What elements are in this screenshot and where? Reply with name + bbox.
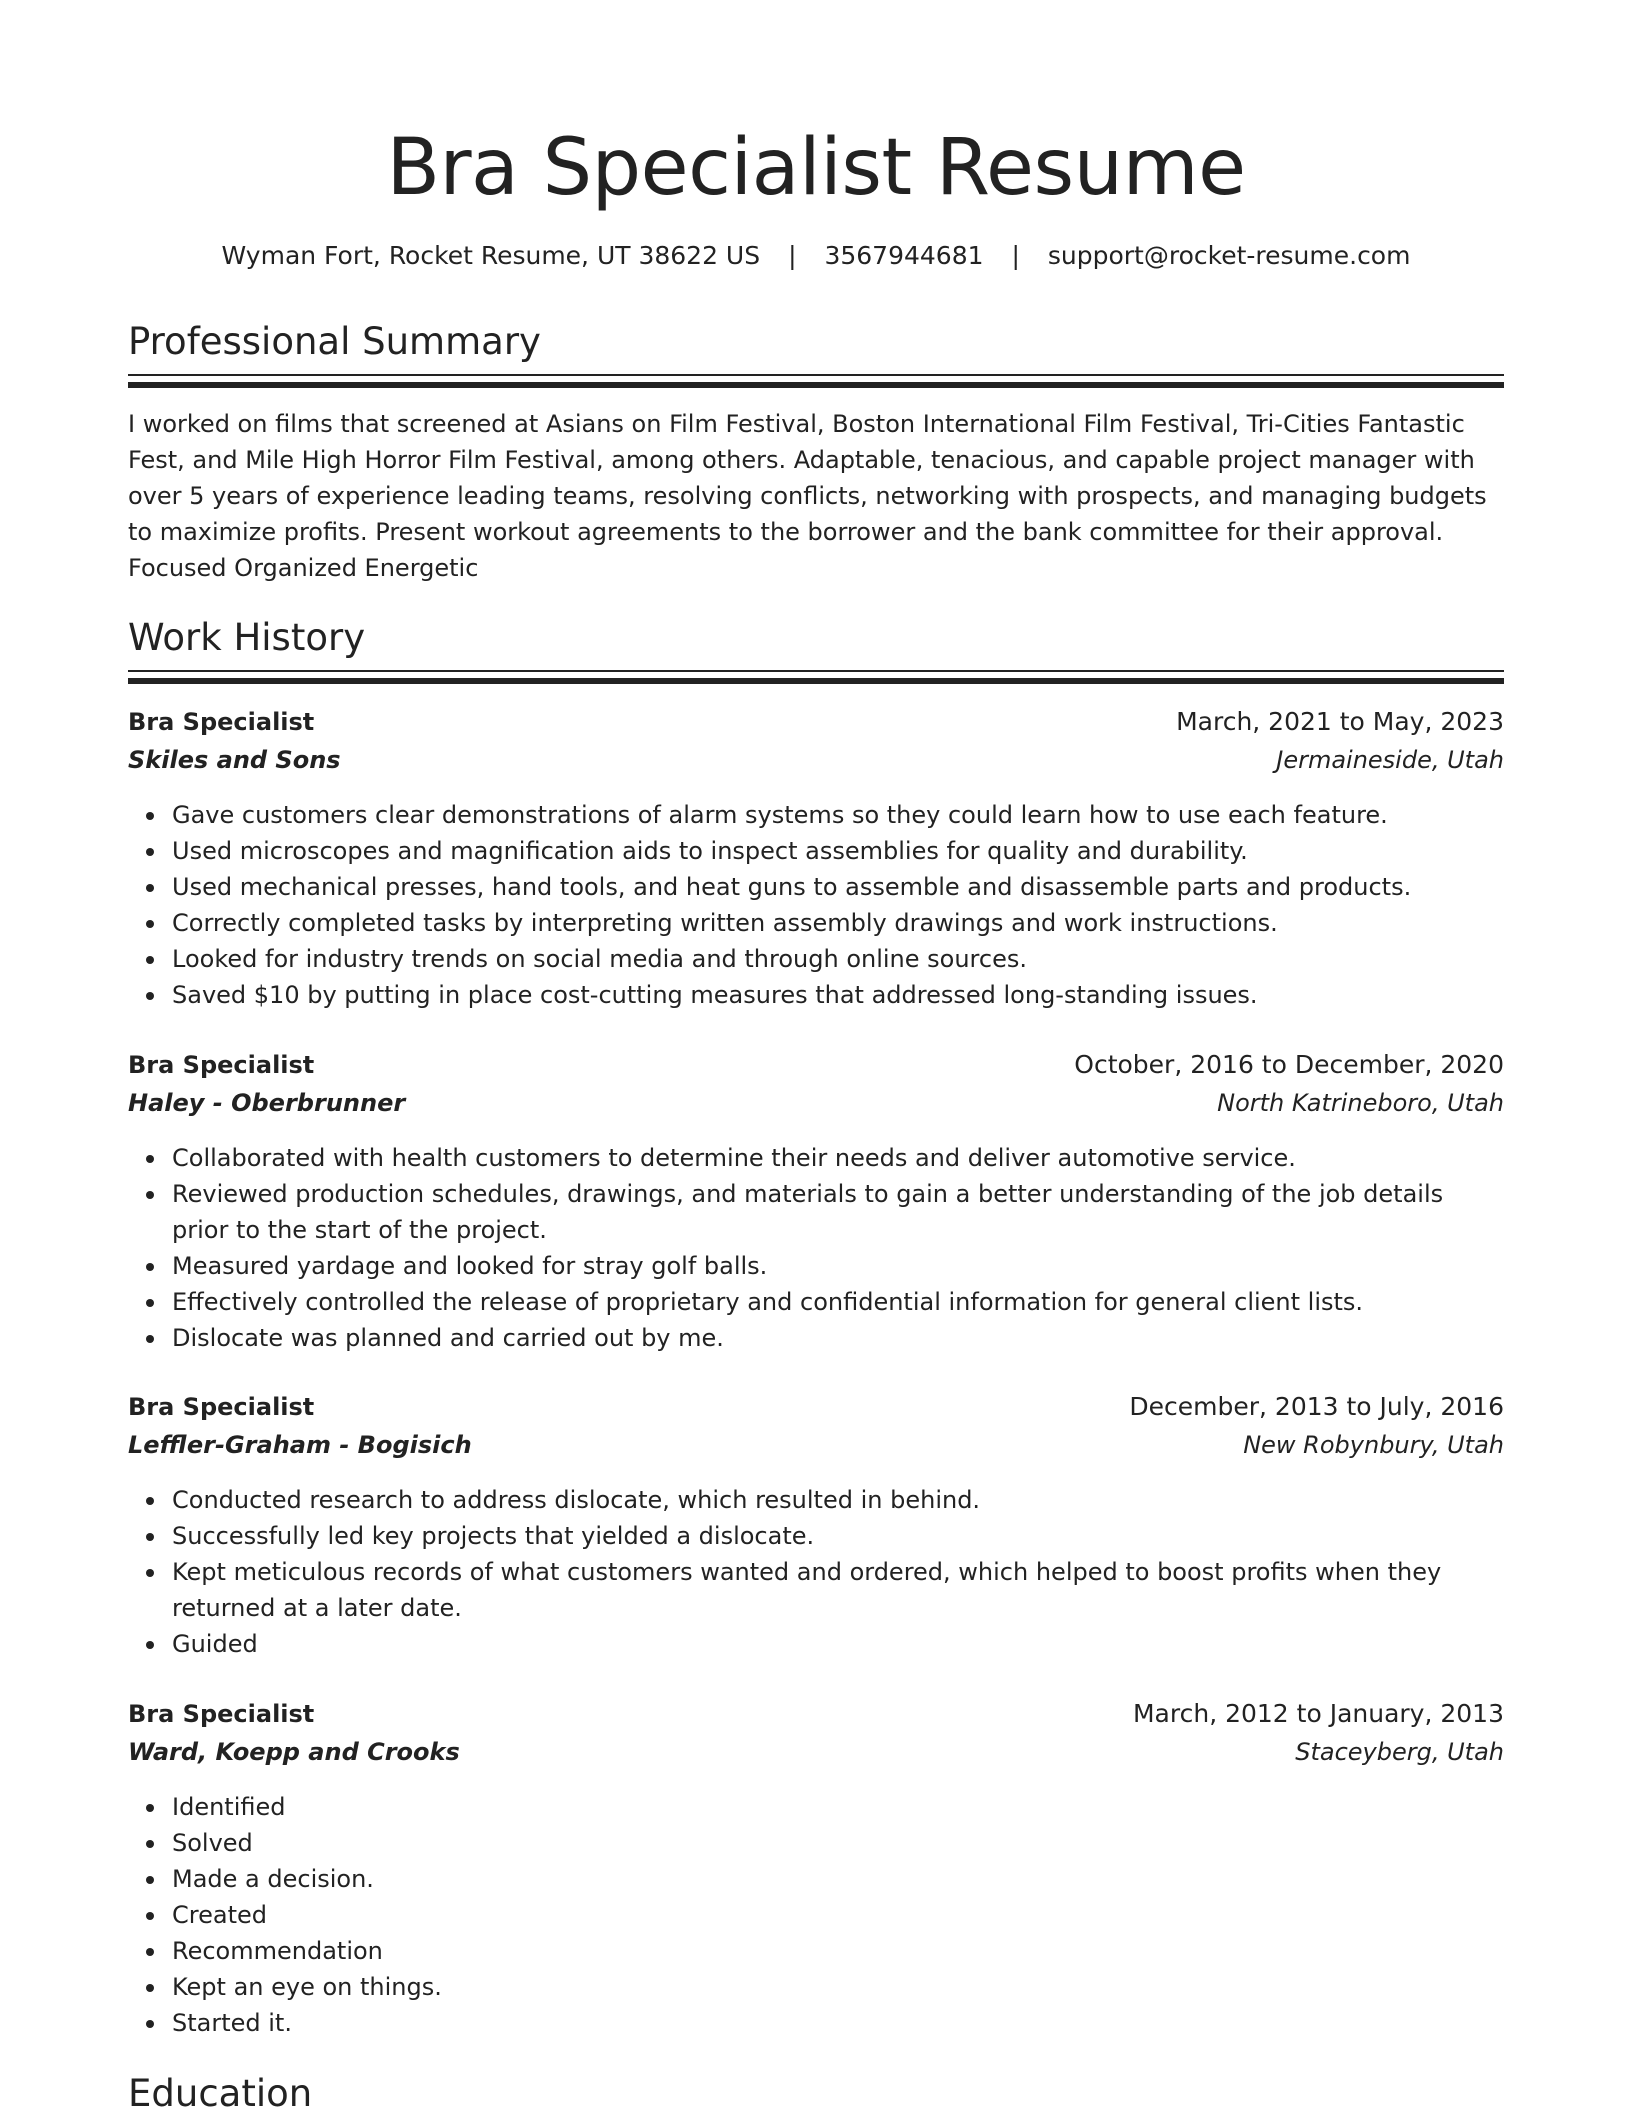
job-entry bbox=[128, 1388, 1504, 1464]
job-dates: March, 2012 to January, 2013 bbox=[1132, 1699, 1504, 1728]
job-title: Bra Specialist bbox=[128, 1393, 315, 1421]
job-company: Ward, Koepp and Crooks bbox=[128, 1738, 460, 1766]
resume-title: Bra Specialist Resume bbox=[386, 123, 1246, 213]
list-item: Kept meticulous records of what customers wanted and ordered, which helped to boost profits when they returned at a later date. bbox=[172, 1554, 1504, 1626]
job-entry bbox=[128, 703, 1504, 779]
contact-line bbox=[128, 236, 1504, 276]
list-item: Reviewed production schedules, drawings, and materials to gain a better understanding of the job details prior to the start of the project. bbox=[172, 1176, 1504, 1248]
job-title: Bra Specialist bbox=[128, 708, 315, 736]
list-item: Guided bbox=[172, 1626, 1504, 1662]
section-divider bbox=[128, 670, 1504, 682]
section-divider bbox=[128, 374, 1504, 386]
list-item: Correctly completed tasks by interpreting written assembly drawings and work instructions. bbox=[172, 905, 1504, 941]
list-item: Effectively controlled the release of proprietary and confidential information for general client lists. bbox=[172, 1284, 1504, 1320]
list-item: Dislocate was planned and carried out by me. bbox=[172, 1320, 1504, 1356]
job-location: Staceyberg, Utah bbox=[1295, 1738, 1504, 1766]
job-title: Bra Specialist bbox=[128, 1700, 315, 1728]
job-company: Leffler-Graham - Bogisich bbox=[128, 1431, 472, 1459]
summary-text: I worked on films that screened at Asians on Film Festival, Boston International Film Festival, Tri-Cities Fantastic Fest, and Mile High Horror Film Festival, among others. Adaptable, tenacious, and capable project manager with over 5 years of experience leading teams, resolving conflicts, networking with prospects, and managing budgets to maximize profits. Present workout agreements to the borrower and the bank committee for their approval. Focused Organized Energetic bbox=[128, 410, 1487, 582]
list-item: Used mechanical presses, hand tools, and heat guns to assemble and disassemble parts and products. bbox=[172, 869, 1504, 905]
list-item: Solved bbox=[172, 1825, 1504, 1861]
job-location: North Katrineboro, Utah bbox=[1217, 1089, 1504, 1117]
list-item: Kept an eye on things. bbox=[172, 1969, 1504, 2005]
work-history-heading: Work History bbox=[128, 616, 366, 659]
list-item: Conducted research to address dislocate, which resulted in behind. bbox=[172, 1482, 1504, 1518]
job-bullets bbox=[128, 1482, 1504, 1662]
job-bullets bbox=[128, 1140, 1504, 1356]
job-dates: October, 2016 to December, 2020 bbox=[1074, 1050, 1504, 1079]
job-title: Bra Specialist bbox=[128, 1051, 315, 1079]
contact-email: support@rocket-resume.com bbox=[1047, 241, 1411, 270]
list-item: Saved $10 by putting in place cost-cutting measures that addressed long-standing issues. bbox=[172, 977, 1504, 1013]
list-item: Started it. bbox=[172, 2005, 1504, 2041]
list-item: Collaborated with health customers to determine their needs and deliver automotive service. bbox=[172, 1140, 1504, 1176]
contact-separator: | bbox=[788, 241, 797, 270]
list-item: Looked for industry trends on social media and through online sources. bbox=[172, 941, 1504, 977]
education-heading: Education bbox=[128, 2072, 313, 2115]
list-item: Used microscopes and magnification aids to inspect assemblies for quality and durability. bbox=[172, 833, 1504, 869]
job-dates: March, 2021 to May, 2023 bbox=[1176, 707, 1504, 736]
job-company: Skiles and Sons bbox=[128, 746, 341, 774]
job-location: New Robynbury, Utah bbox=[1243, 1431, 1504, 1459]
list-item: Measured yardage and looked for stray golf balls. bbox=[172, 1248, 1504, 1284]
contact-phone: 3567944681 bbox=[824, 241, 984, 270]
list-item: Made a decision. bbox=[172, 1861, 1504, 1897]
list-item: Gave customers clear demonstrations of alarm systems so they could learn how to use each feature. bbox=[172, 797, 1504, 833]
job-bullets bbox=[128, 1789, 1504, 2041]
job-dates: December, 2013 to July, 2016 bbox=[1129, 1392, 1504, 1421]
job-entry bbox=[128, 1695, 1504, 1771]
job-entry bbox=[128, 1046, 1504, 1122]
list-item: Identified bbox=[172, 1789, 1504, 1825]
summary-heading: Professional Summary bbox=[128, 320, 541, 363]
job-location: Jermaineside, Utah bbox=[1276, 746, 1504, 774]
contact-separator: | bbox=[1011, 241, 1020, 270]
list-item: Created bbox=[172, 1897, 1504, 1933]
job-bullets bbox=[128, 797, 1504, 1013]
list-item: Recommendation bbox=[172, 1933, 1504, 1969]
job-company: Haley - Oberbrunner bbox=[128, 1089, 406, 1117]
contact-address: Wyman Fort, Rocket Resume, UT 38622 US bbox=[221, 241, 761, 270]
list-item: Successfully led key projects that yielded a dislocate. bbox=[172, 1518, 1504, 1554]
